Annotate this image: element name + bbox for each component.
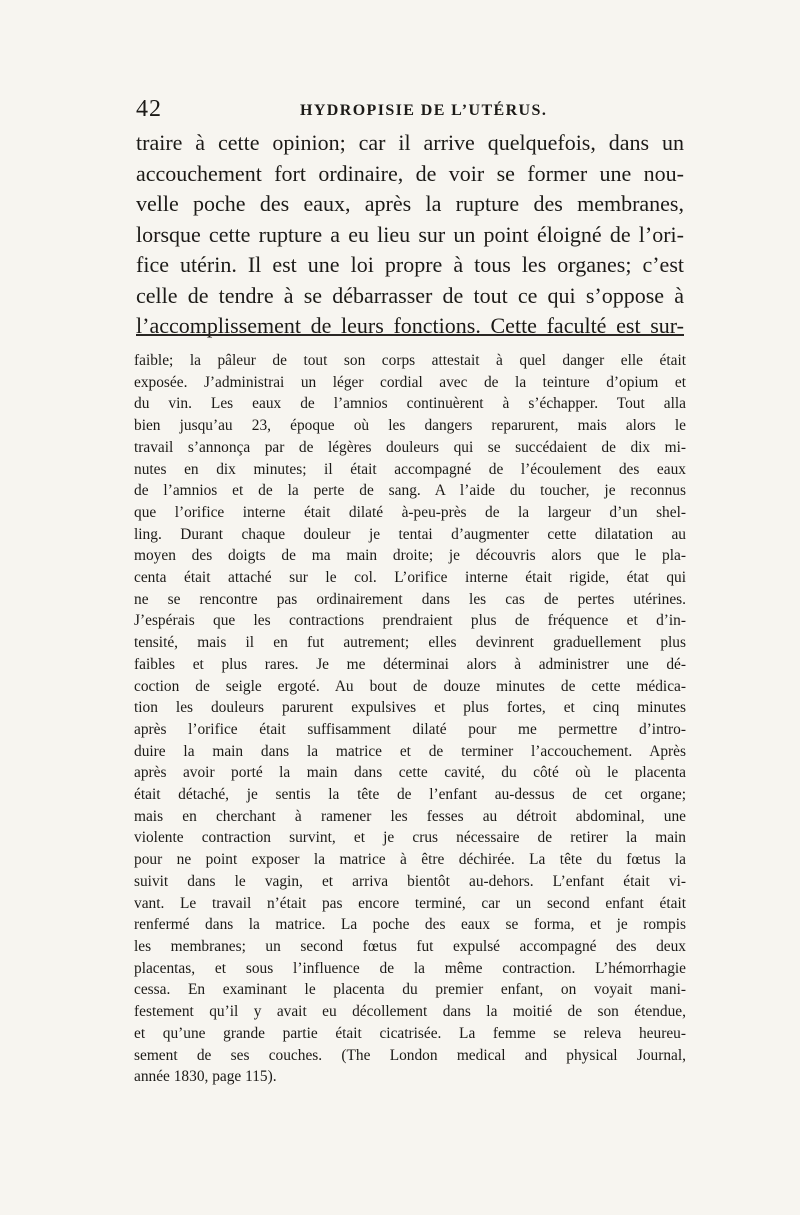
main-text-line: traire à cette opinion; car il arrive quelquefois, dans un xyxy=(136,130,684,155)
footnote-line: tion les douleurs parurent expulsives et plus fortes, et cinq minutes xyxy=(134,699,686,717)
footnote-line: J’espérais que les contractions prendraient plus de fréquence et d’in- xyxy=(134,612,686,630)
footnote-line: année 1830, page 115). xyxy=(134,1068,277,1086)
footnote-line: cessa. En examinant le placenta du premier enfant, on voyait mani- xyxy=(134,981,686,999)
main-text-line: velle poche des eaux, après la rupture des membranes, xyxy=(136,191,684,216)
footnote-line: pour ne point exposer la matrice à être déchirée. La tête du fœtus la xyxy=(134,851,686,869)
main-text xyxy=(136,128,684,342)
footnote-line: que l’orifice interne était dilaté à-peu-près de la largeur d’un shel- xyxy=(134,503,686,521)
footnote-line: renfermé dans la matrice. La poche des eaux se forma, et je rompis xyxy=(134,916,686,934)
footnote-line: faibles et plus rares. Je me déterminai alors à administrer une dé- xyxy=(134,655,686,673)
footnote-line: et qu’une grande partie était cicatrisée. La femme se releva heureu- xyxy=(134,1024,686,1042)
footnote-line: était détaché, je sentis la tête de l’enfant au-dessus de cet organe; xyxy=(134,786,686,804)
footnote-line: nutes en dix minutes; il était accompagné de l’écoulement des eaux xyxy=(134,460,686,478)
footnote-line: duire la main dans la matrice et de terminer l’accouchement. Après xyxy=(134,742,686,760)
footnote xyxy=(134,350,686,1088)
page-number: 42 xyxy=(136,96,162,122)
main-text-line: lorsque cette rupture a eu lieu sur un point éloigné de l’ori- xyxy=(136,221,684,247)
footnote-line: bien jusqu’au 23, époque où les dangers reparurent, mais alors le xyxy=(134,417,686,435)
footnote-line: faible; la pâleur de tout son corps attestait à quel danger elle était xyxy=(134,352,686,369)
main-text-line: l’accomplissement de leurs fonctions. Cette faculté est sur- xyxy=(136,313,684,338)
footnote-line: moyen des doigts de ma main droite; je découvris alors que le pla- xyxy=(134,547,686,565)
footnote-line: du vin. Les eaux de l’amnios continuèrent à s’échapper. Tout alla xyxy=(134,395,686,413)
main-text-line: accouchement fort ordinaire, de voir se former une nou- xyxy=(136,160,684,186)
footnote-line: coction de seigle ergoté. Au bout de douze minutes de cette médica- xyxy=(134,677,686,695)
footnote-line: centa était attaché sur le col. L’orifice interne était rigide, état qui xyxy=(134,569,686,587)
footnote-line: exposée. J’administrai un léger cordial avec de la teinture d’opium et xyxy=(134,373,686,391)
footnote-line: travail s’annonça par de légères douleurs qui se succédaient de dix mi- xyxy=(134,438,686,456)
footnote-line: festement qu’il y avait eu décollement dans la moitié de son étendue, xyxy=(134,1003,686,1021)
page-header xyxy=(136,96,684,126)
footnote-line: mais en cherchant à ramener les fesses au détroit abdominal, une xyxy=(134,807,686,825)
footnote-divider xyxy=(136,334,684,336)
footnote-line: placentas, et sous l’influence de la même contraction. L’hémorrhagie xyxy=(134,959,686,977)
footnote-line: sement de ses couches. (The London medical and physical Journal, xyxy=(134,1046,686,1064)
footnote-line: tensité, mais il en fut autrement; elles devinrent graduellement plus xyxy=(134,634,686,652)
footnote-line: suivit dans le vagin, et arriva bientôt au-dehors. L’enfant était vi- xyxy=(134,872,686,890)
main-text-line: fice utérin. Il est une loi propre à tous les organes; c’est xyxy=(136,252,684,277)
footnote-line: violente contraction survint, et je crus nécessaire de retirer la main xyxy=(134,829,686,847)
footnote-line: après l’orifice était suffisamment dilaté pour me permettre d’intro- xyxy=(134,720,686,738)
footnote-line: ne se rencontre pas ordinairement dans les cas de pertes utérines. xyxy=(134,590,686,608)
footnote-line: après avoir porté la main dans cette cavité, du côté où le placenta xyxy=(134,764,686,782)
running-title: HYDROPISIE DE L’UTÉRUS. xyxy=(300,102,548,119)
main-text-line: celle de tendre à se débarrasser de tout ce qui s’oppose à xyxy=(136,282,684,308)
footnote-line: de l’amnios et de la perte de sang. A l’aide du toucher, je reconnus xyxy=(134,482,686,500)
footnote-line: ling. Durant chaque douleur je tentai d’augmenter cette dilatation au xyxy=(134,525,686,543)
footnote-line: les membranes; un second fœtus fut expulsé accompagné des deux xyxy=(134,937,686,955)
footnote-line: vant. Le travail n’était pas encore terminé, car un second enfant était xyxy=(134,894,686,912)
